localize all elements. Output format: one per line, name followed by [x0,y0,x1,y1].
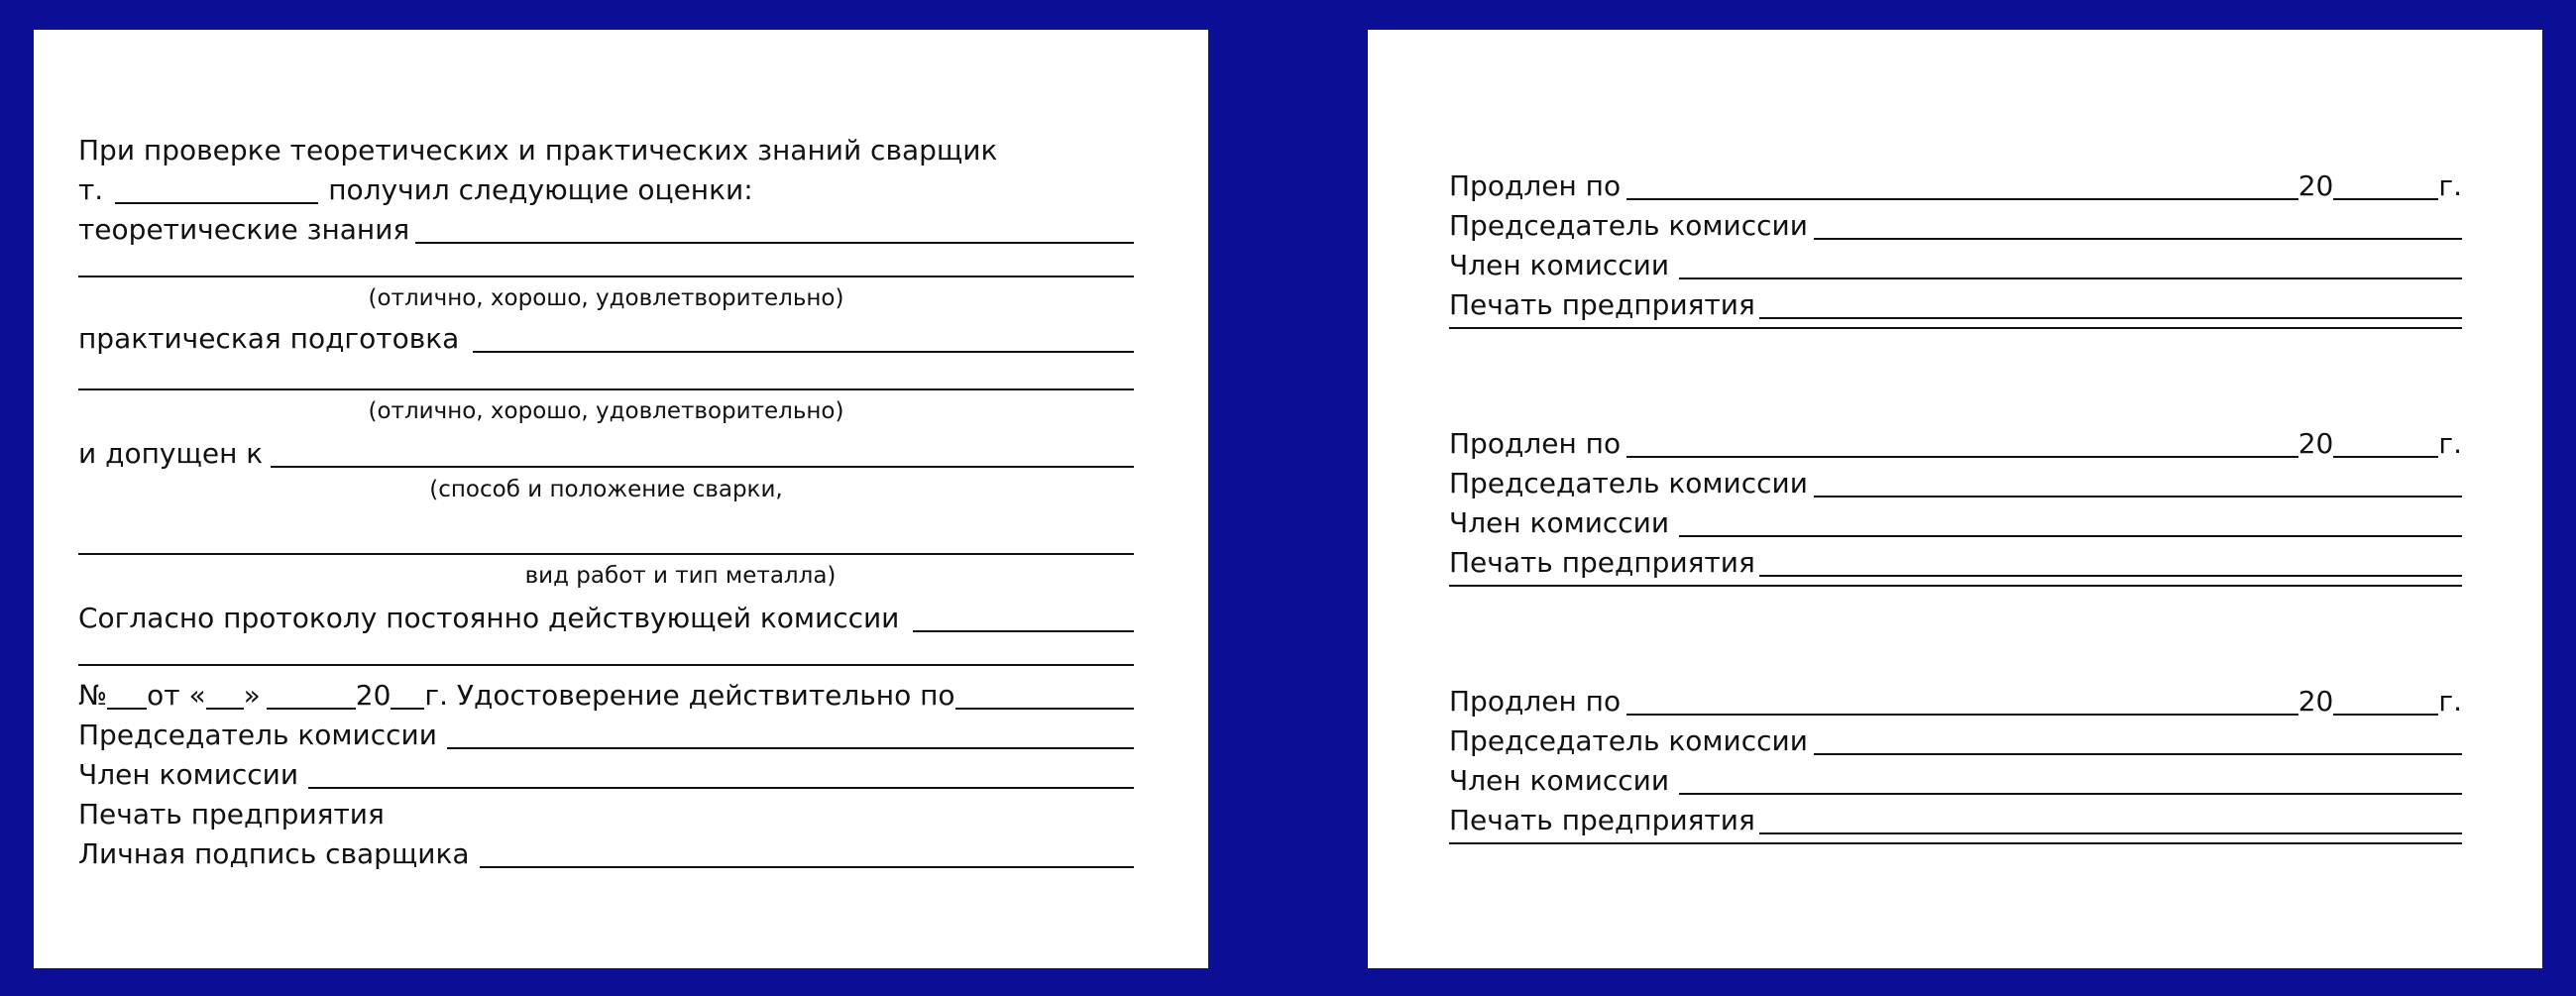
chairman-signature-line[interactable] [1814,238,2462,240]
member-label: Член комиссии [1449,506,1670,539]
member-label: Член комиссии [1449,764,1670,797]
year-prefix: 20 [2297,427,2334,460]
extended-row [1449,165,2462,204]
year-suffix: г. [2438,427,2462,460]
extended-row [1449,422,2462,462]
stamp-row [1449,799,2462,838]
stamp-label: Печать предприятия [1449,546,1755,579]
work-hint: вид работ и тип металла) [524,563,837,589]
intro-row [78,129,1169,168]
admitted-label: и допущен к [78,437,264,470]
stamp-label: Печать предприятия [1449,804,1755,836]
protocol-row [78,597,1134,636]
member-row [78,753,1134,793]
practice-label: практическая подготовка [78,322,460,355]
grades-hint-1: (отлично, хорошо, удовлетворительно) [368,285,844,311]
extended-row [1449,680,2462,719]
stamp-line[interactable] [1759,317,2462,319]
quote-close: » [243,679,261,712]
block-separator-line [1449,842,2462,844]
valid-until-line[interactable] [955,708,1134,710]
theory-row [78,208,1134,248]
extended-label: Продлен по [1449,685,1622,718]
chairman-signature-line[interactable] [1814,496,2462,498]
t-prefix: т. [78,173,104,206]
extended-label: Продлен по [1449,427,1622,460]
stamp-label: Печать предприятия [78,798,385,830]
block-separator-line [1449,585,2462,587]
year-prefix: 20 [355,679,392,712]
protocol-label: Согласно протоколу постоянно действующей комиссии [78,602,900,634]
welder-signature-label: Личная подпись сварщика [78,837,470,870]
practice-row [78,317,1134,357]
protocol-number-row [78,674,1134,714]
chairman-signature-line[interactable] [447,747,1134,749]
protocol-second-line[interactable] [78,664,1134,666]
extended-date-line[interactable] [1626,456,2298,458]
member-signature-line[interactable] [1679,277,2462,279]
number-sign: № [78,679,108,712]
chairman-label: Председатель комиссии [78,719,437,751]
protocol-month-line[interactable] [267,708,356,710]
received-row [78,168,1169,208]
chairman-row [1449,204,2462,244]
stamp-line[interactable] [1759,832,2462,834]
year-suffix: г. [2438,685,2462,718]
stamp-row [1449,541,2462,581]
chairman-label: Председатель комиссии [1449,467,1808,499]
valid-until-label: г. Удостоверение действительно по [424,679,955,712]
welder-signature-row [78,832,1134,872]
theory-field-line[interactable] [415,242,1134,244]
received-text: получил следующие оценки: [328,173,753,206]
block-separator-line [1449,327,2462,329]
left-page [34,30,1208,968]
admitted-field-line[interactable] [271,466,1134,468]
member-signature-line[interactable] [1679,793,2462,795]
year-prefix: 20 [2297,685,2334,718]
chairman-row [1449,462,2462,501]
stamp-label: Печать предприятия [1449,288,1755,321]
welder-signature-line[interactable] [480,866,1134,868]
chairman-row [78,714,1134,753]
member-row [1449,501,2462,541]
extended-label: Продлен по [1449,169,1622,202]
surname-field-line[interactable] [115,202,318,204]
admitted-row [78,432,1134,472]
member-signature-line[interactable] [1679,535,2462,537]
right-page [1368,30,2542,968]
theory-label: теоретические знания [78,213,410,246]
extended-year-line[interactable] [2333,456,2438,458]
chairman-signature-line[interactable] [1814,753,2462,755]
year-prefix: 20 [2297,169,2334,202]
intro-text: При проверке теоретических и практических знаний сварщик [78,134,998,166]
member-row [1449,244,2462,283]
protocol-year-line[interactable] [391,708,424,710]
grades-hint-2: (отлично, хорошо, удовлетворительно) [368,398,844,424]
protocol-field-line[interactable] [913,630,1134,632]
extended-year-line[interactable] [2333,198,2438,200]
chairman-label: Председатель комиссии [1449,724,1808,757]
extended-date-line[interactable] [1626,198,2298,200]
method-hint: (способ и положение сварки, [429,477,783,502]
stamp-line[interactable] [1759,575,2462,577]
chairman-label: Председатель комиссии [1449,209,1808,242]
stamp-row [1449,283,2462,323]
work-type-line[interactable] [78,553,1134,555]
chairman-row [1449,719,2462,759]
protocol-number-line[interactable] [107,708,147,710]
member-label: Член комиссии [78,758,299,791]
extended-year-line[interactable] [2333,714,2438,716]
member-row [1449,759,2462,799]
protocol-day-line[interactable] [206,708,244,710]
from-label: от « [147,679,206,712]
extended-date-line[interactable] [1626,714,2298,716]
member-signature-line[interactable] [308,787,1134,789]
practice-field-line[interactable] [473,351,1134,353]
year-suffix: г. [2438,169,2462,202]
member-label: Член комиссии [1449,249,1670,281]
stamp-row [78,793,1134,832]
theory-second-line[interactable] [78,276,1134,277]
practice-second-line[interactable] [78,388,1134,390]
